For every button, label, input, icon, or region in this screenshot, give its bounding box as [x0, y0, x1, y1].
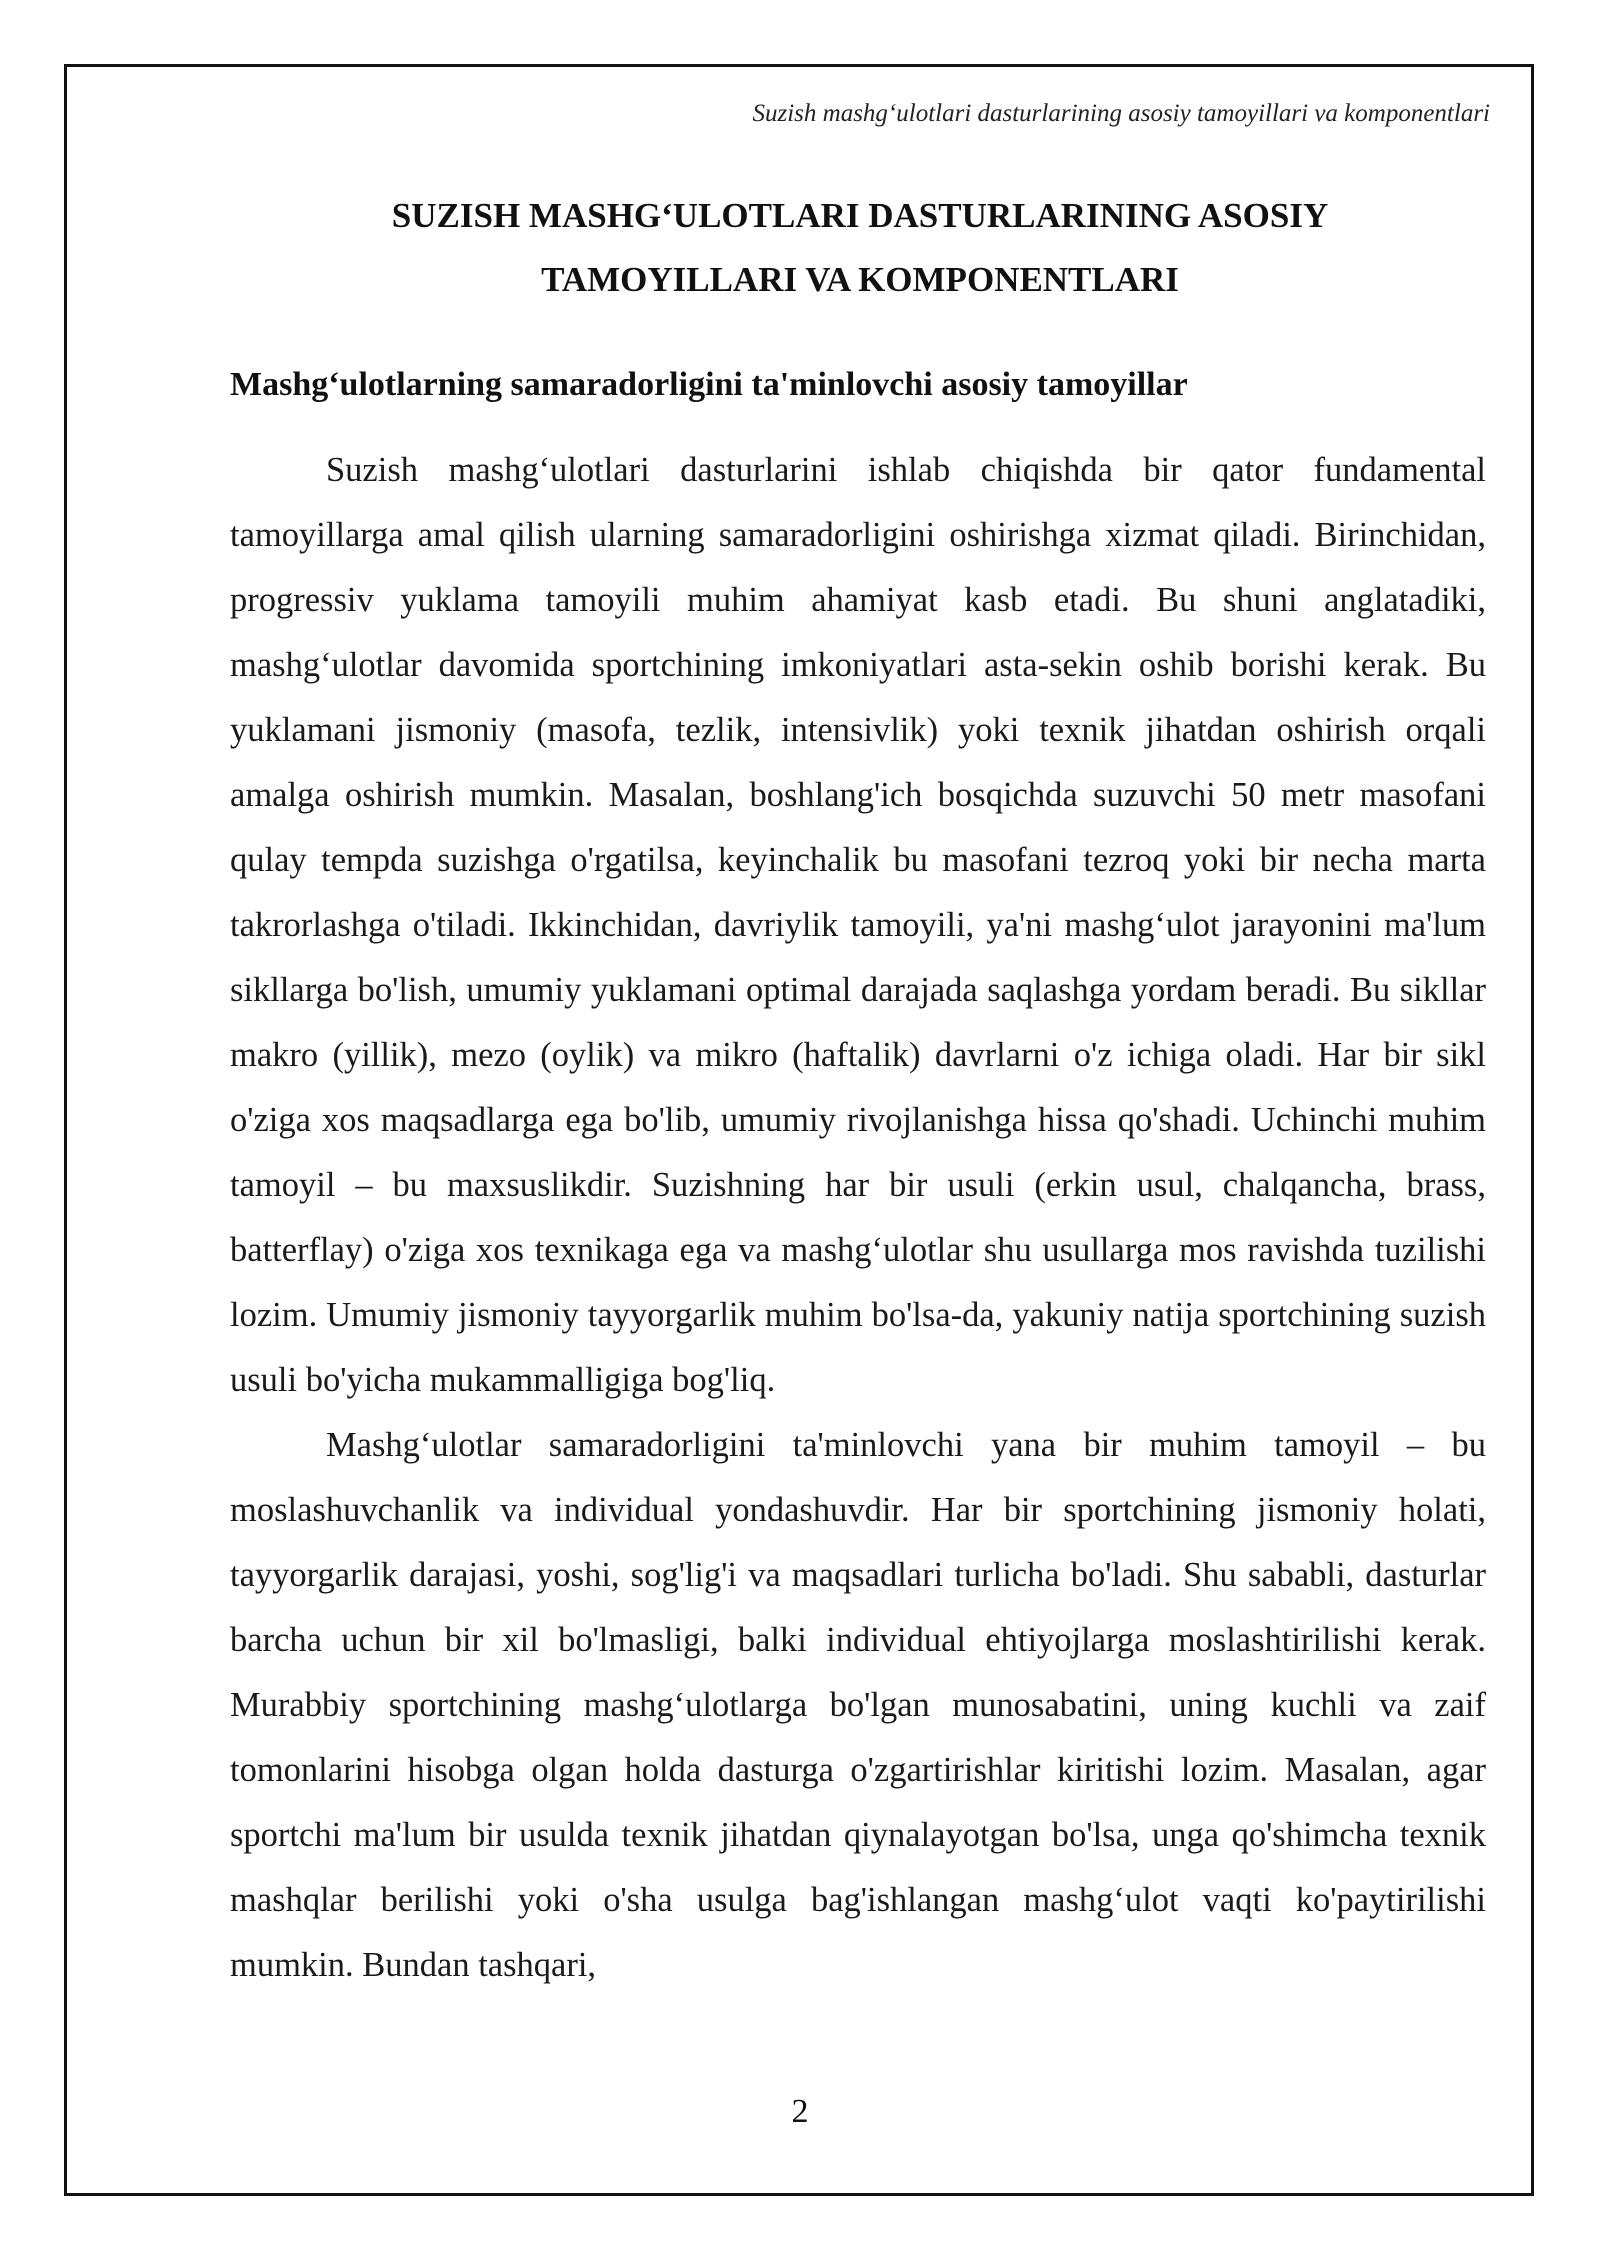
document-title-line-2: TAMOYILLARI VA KOMPONENTLARI	[541, 260, 1179, 299]
section-heading: Mashg‘ulotlarning samaradorligini ta'minlovchi asosiy tamoyillar	[230, 366, 1188, 403]
running-header: Suzish mashg‘ulotlari dasturlarining asosiy tamoyillari va komponentlari	[752, 100, 1490, 127]
paragraph: Mashg‘ulotlar samaradorligini ta'minlovchi yana bir muhim tamoyil – bu moslashuvchanlik va individual yondashuvdir. Har bir sportchining jismoniy holati, tayyorgarlik darajasi, yoshi, sog'lig'i va maqsadlari turlicha bo'ladi. Shu sababli, dasturlar barcha uchun bir xil bo'lmasligi, balki individual ehtiyojlarga moslashtirilishi kerak. Murabbiy sportchining mashg‘ulotlarga bo'lgan munosabatini, uning kuchli va zaif tomonlarini hisobga olgan holda dasturga o'zgartirishlar kiritishi lozim. Masalan, agar sportchi ma'lum bir usulda texnik jihatdan qiynalayotgan bo'lsa, unga qo'shimcha texnik mashqlar berilishi yoki o'sha usulga bag'ishlangan mashg‘ulot vaqti ko'paytirilishi mumkin. Bundan tashqari,	[230, 1426, 1486, 1984]
page-number: 2	[791, 2093, 809, 2130]
body-text	[230, 438, 1486, 1998]
document-title	[230, 184, 1490, 312]
paragraph: Suzish mashg‘ulotlari dasturlarini ishlab chiqishda bir qator fundamental tamoyillarga amal qilish ularning samaradorligini oshirishga xizmat qiladi. Birinchidan, progressiv yuklama tamoyili muhim ahamiyat kasb etadi. Bu shuni anglatadiki, mashg‘ulotlar davomida sportchining imkoniyatlari asta-sekin oshib borishi kerak. Bu yuklamani jismoniy (masofa, tezlik, intensivlik) yoki texnik jihatdan oshirish orqali amalga oshirish mumkin. Masalan, boshlang'ich bosqichda suzuvchi 50 metr masofani qulay tempda suzishga o'rgatilsa, keyinchalik bu masofani tezroq yoki bir necha marta takrorlashga o'tiladi. Ikkinchidan, davriylik tamoyili, ya'ni mashg‘ulot jarayonini ma'lum sikllarga bo'lish, umumiy yuklamani optimal darajada saqlashga yordam beradi. Bu sikllar makro (yillik), mezo (oylik) va mikro (haftalik) davrlarni o'z ichiga oladi. Har bir sikl o'ziga xos maqsadlarga ega bo'lib, umumiy rivojlanishga hissa qo'shadi. Uchinchi muhim tamoyil – bu maxsuslikdir. Suzishning har bir usuli (erkin usul, chalqancha, brass, batterflay) o'ziga xos texnikaga ega va mashg‘ulotlar shu usullarga mos ravishda tuzilishi lozim. Umumiy jismoniy tayyorgarlik muhim bo'lsa-da, yakuniy natija sportchining suzish usuli bo'yicha mukammalligiga bog'liq.	[230, 451, 1486, 1399]
document-title-line-1: SUZISH MASHG‘ULOTLARI DASTURLARINING ASOSIY	[391, 196, 1329, 235]
